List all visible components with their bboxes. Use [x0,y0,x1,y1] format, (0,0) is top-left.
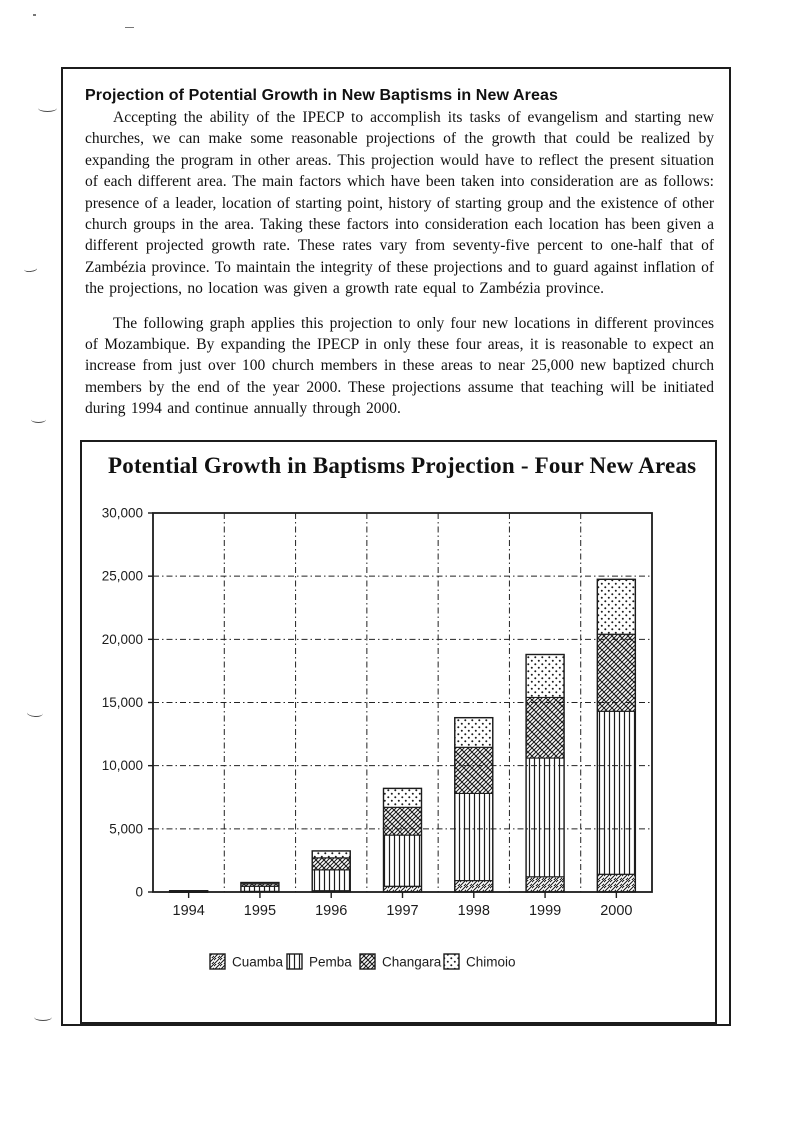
y-tick-label: 15,000 [101,695,143,710]
bar-segment-changara [312,858,350,870]
bar-segment-cuamba [455,881,493,892]
legend-label-cuamba: Cuamba [232,954,284,970]
legend-swatch-chimoio [444,954,459,969]
bar-segment-changara [526,697,564,758]
y-tick-label: 20,000 [101,631,143,647]
bar-segment-cuamba [384,886,422,892]
y-tick-label: 0 [135,884,143,900]
y-tick-label: 25,000 [101,568,143,584]
pen-mark [34,1013,52,1021]
paragraph-1: Accepting the ability of the IPECP to accomplish its tasks of evangelism and starting new churches, we can make some reasonable projections of the growth that could be realized by expanding the program in other areas. This projection would have to reflect the present situation of each different area. The main factors which have been taken into consideration are as follows: presence of a leader, location of starting point, history of starting group and the existence of other church groups in the area. Taking these factors into consideration each location has been given a different projected growth rate. These rates vary from seventy-five percent to one-half that of Zambézia province. To maintain the integrity of these projections and to guard against inflation of the projections, no location was given a growth rate equal to Zambézia province. [85,109,714,298]
document-border [61,67,731,1026]
text-column [85,87,714,420]
x-tick-label: 1998 [457,903,490,919]
legend-swatch-cuamba [210,954,225,969]
scan-speck [125,27,134,28]
pen-mark [31,416,46,423]
legend-label-pemba: Pemba [309,954,352,970]
legend-label-chimoio: Chimoio [466,954,516,970]
bar-segment-pemba [455,793,493,880]
bar-segment-changara [455,747,493,793]
x-tick-label: 1994 [172,903,205,919]
paragraph-2: The following graph applies this projection to only four new locations in different provinces of Mozambique. By expanding the IPECP in only these four areas, it is reasonable to expect an increase from just over 100 church members in these areas to near 25,000 new baptized church members by the end of the year 2000. These projections assume that teaching will be initiated during 1994 and continue annually through 2000. [85,314,714,418]
bar-outline [170,891,208,892]
bar-segment-chimoio [526,654,564,697]
scan-speck [33,14,36,16]
pen-mark [27,708,44,717]
bar-segment-pemba [241,886,279,891]
legend-swatch-pemba [287,954,302,969]
bar-segment-pemba [384,835,422,886]
bar-segment-chimoio [312,851,350,858]
chart-title: Potential Growth in Baptisms Projection - Four New Areas [108,453,697,478]
bar-segment-changara [384,807,422,835]
y-tick-label: 30,000 [101,505,143,521]
pen-mark [24,265,38,272]
bar-segment-chimoio [597,579,635,634]
y-tick-label: 5,000 [109,821,143,837]
pen-mark [38,104,57,112]
bar-segment-chimoio [384,788,422,807]
legend-swatch-changara [360,954,375,969]
bar-segment-chimoio [455,718,493,748]
x-tick-label: 1999 [528,903,562,919]
bar-segment-cuamba [597,874,635,892]
stacked-bar-chart [82,442,714,1020]
bar-segment-pemba [526,758,564,877]
x-tick-label: 1995 [243,903,277,919]
bar-segment-pemba [312,870,350,891]
x-tick-label: 2000 [600,903,633,919]
bar-segment-pemba [597,711,635,874]
x-tick-label: 1997 [386,903,419,919]
legend-label-changara: Changara [382,954,442,970]
bar-segment-cuamba [526,877,564,892]
section-heading: Projection of Potential Growth in New Baptisms in New Areas [85,87,558,104]
bar-segment-changara [597,634,635,711]
chart-frame [80,440,717,1024]
x-tick-label: 1996 [315,903,348,919]
chart-legend [210,954,516,970]
y-tick-label: 10,000 [101,758,143,774]
